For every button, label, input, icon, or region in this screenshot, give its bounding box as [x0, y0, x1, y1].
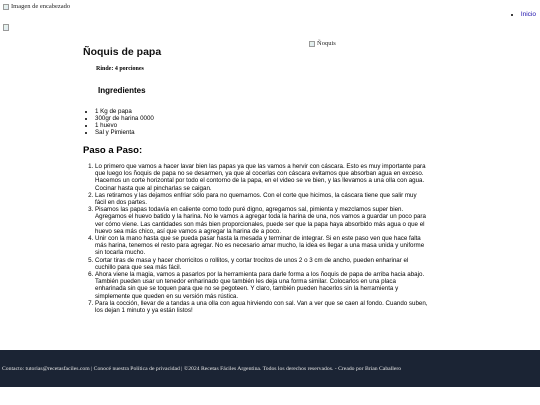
ingredient-item: • 1 Kg de papa	[95, 108, 428, 115]
nav-item-inicio	[521, 11, 536, 18]
broken-image-icon	[3, 4, 9, 10]
ingredient-item: • 1 huevo	[95, 122, 428, 129]
broken-image-icon	[3, 24, 9, 31]
steps-list	[83, 163, 428, 314]
ingredient-item: • Sal y Pimienta	[95, 129, 428, 136]
ingredients-title: Ingredientes	[98, 86, 146, 95]
header-image-alt: Imagen de encabezado	[11, 3, 71, 10]
recipe-yield: Rinde: 4 porciones	[96, 66, 144, 72]
step-item: 2. Las retiramos y las dejamos enfriar sólo para no quemarnos. Con el corte que hicimos, la cáscara tiene que salir muy fácil en dos partes.	[95, 192, 428, 206]
ingredient-item: • 300gr de harina 0000	[95, 115, 428, 122]
main-nav	[511, 11, 536, 18]
step-item: 7. Para la cocción, llevar de a tandas a una olla con agua hirviendo con sal. Van a ver que se caen al fondo. Cuando suben, los dejan 1 minuto y ya están listos!	[95, 300, 428, 314]
step-item: 4. Unir con la mano hasta que se pueda pasar hasta la mesada y terminar de integrar. Si en este paso ven que hace falta más harina, tenemos el resto para agregar. No es necesario amar mucho, la idea es llegar a una masa unida y uniforme sin tocarla mucho.	[95, 235, 428, 257]
step-item: 1. Lo primero que vamos a hacer lavar bien las papas ya que las vamos a hervir con cáscara. Esto es muy importante para que luego los ñoquis de papa no se desarmen, ya que al cocerlas con cáscara evitamos que absorban agua en exceso. Hacemos un corte horizontal por todo el contorno de la papa, en el video se ve bien, y las llevamos a una olla con agua. Cocinar hasta que al pincharlas se caigan.	[95, 163, 428, 192]
page-footer	[0, 350, 540, 387]
recipe-image-alt: Ñoquis	[317, 40, 336, 47]
recipe-title: Ñoquis de papa	[83, 46, 162, 58]
step-item: 3. Pisamos las papas todavía en caliente como todo puré digno, agregamos sal, pimienta y mezclamos super bien. Agregamos el huevo batido y la harina. No le vamos a agregar toda la harina de una, nos vamos a guardar un poco para ver cómo viene. Las cantidades son más bien proporcionales, puede ser que la papa haya absorbido más agua o que el huevo sea más chico, así que vamos a agregar la harina de a poco.	[95, 206, 428, 235]
nav-link-inicio[interactable]: Inicio	[520, 11, 536, 18]
step-item: 5. Cortar tiras de masa y hacer chorricitos o rollitos, y cortar trocitos de unos 2 o 3 cm de ancho, pueden enharinar el cuchillo para que sea más fácil.	[95, 257, 428, 271]
header-banner-image	[3, 24, 9, 31]
step-item: 6. Ahora viene la magia, vamos a pasarlos por la herramienta para darle forma a los ñoquis de papa de arriba hacia abajo. También pueden usar un tenedor enharinado que también les deja una forma similar. Colocarlos en una placa enharinada sin que se toquen para que no se pegoteen. Y claro, también pueden hacerlos sin la herramienta y simplemente que queden en su versión más rústica.	[95, 271, 428, 300]
recipe-content	[83, 46, 428, 314]
footer-text: Contacto: tutorias@recetasfaciles.com | Conocé nuestra Política de privacidad | ©2024 Recetas Fáciles Argentina. Todos los derechos reservados. - Creado por Brian Caballero	[2, 365, 402, 372]
steps-title: Paso a Paso:	[83, 145, 143, 156]
ingredients-list	[83, 108, 428, 136]
header-image	[3, 3, 70, 10]
